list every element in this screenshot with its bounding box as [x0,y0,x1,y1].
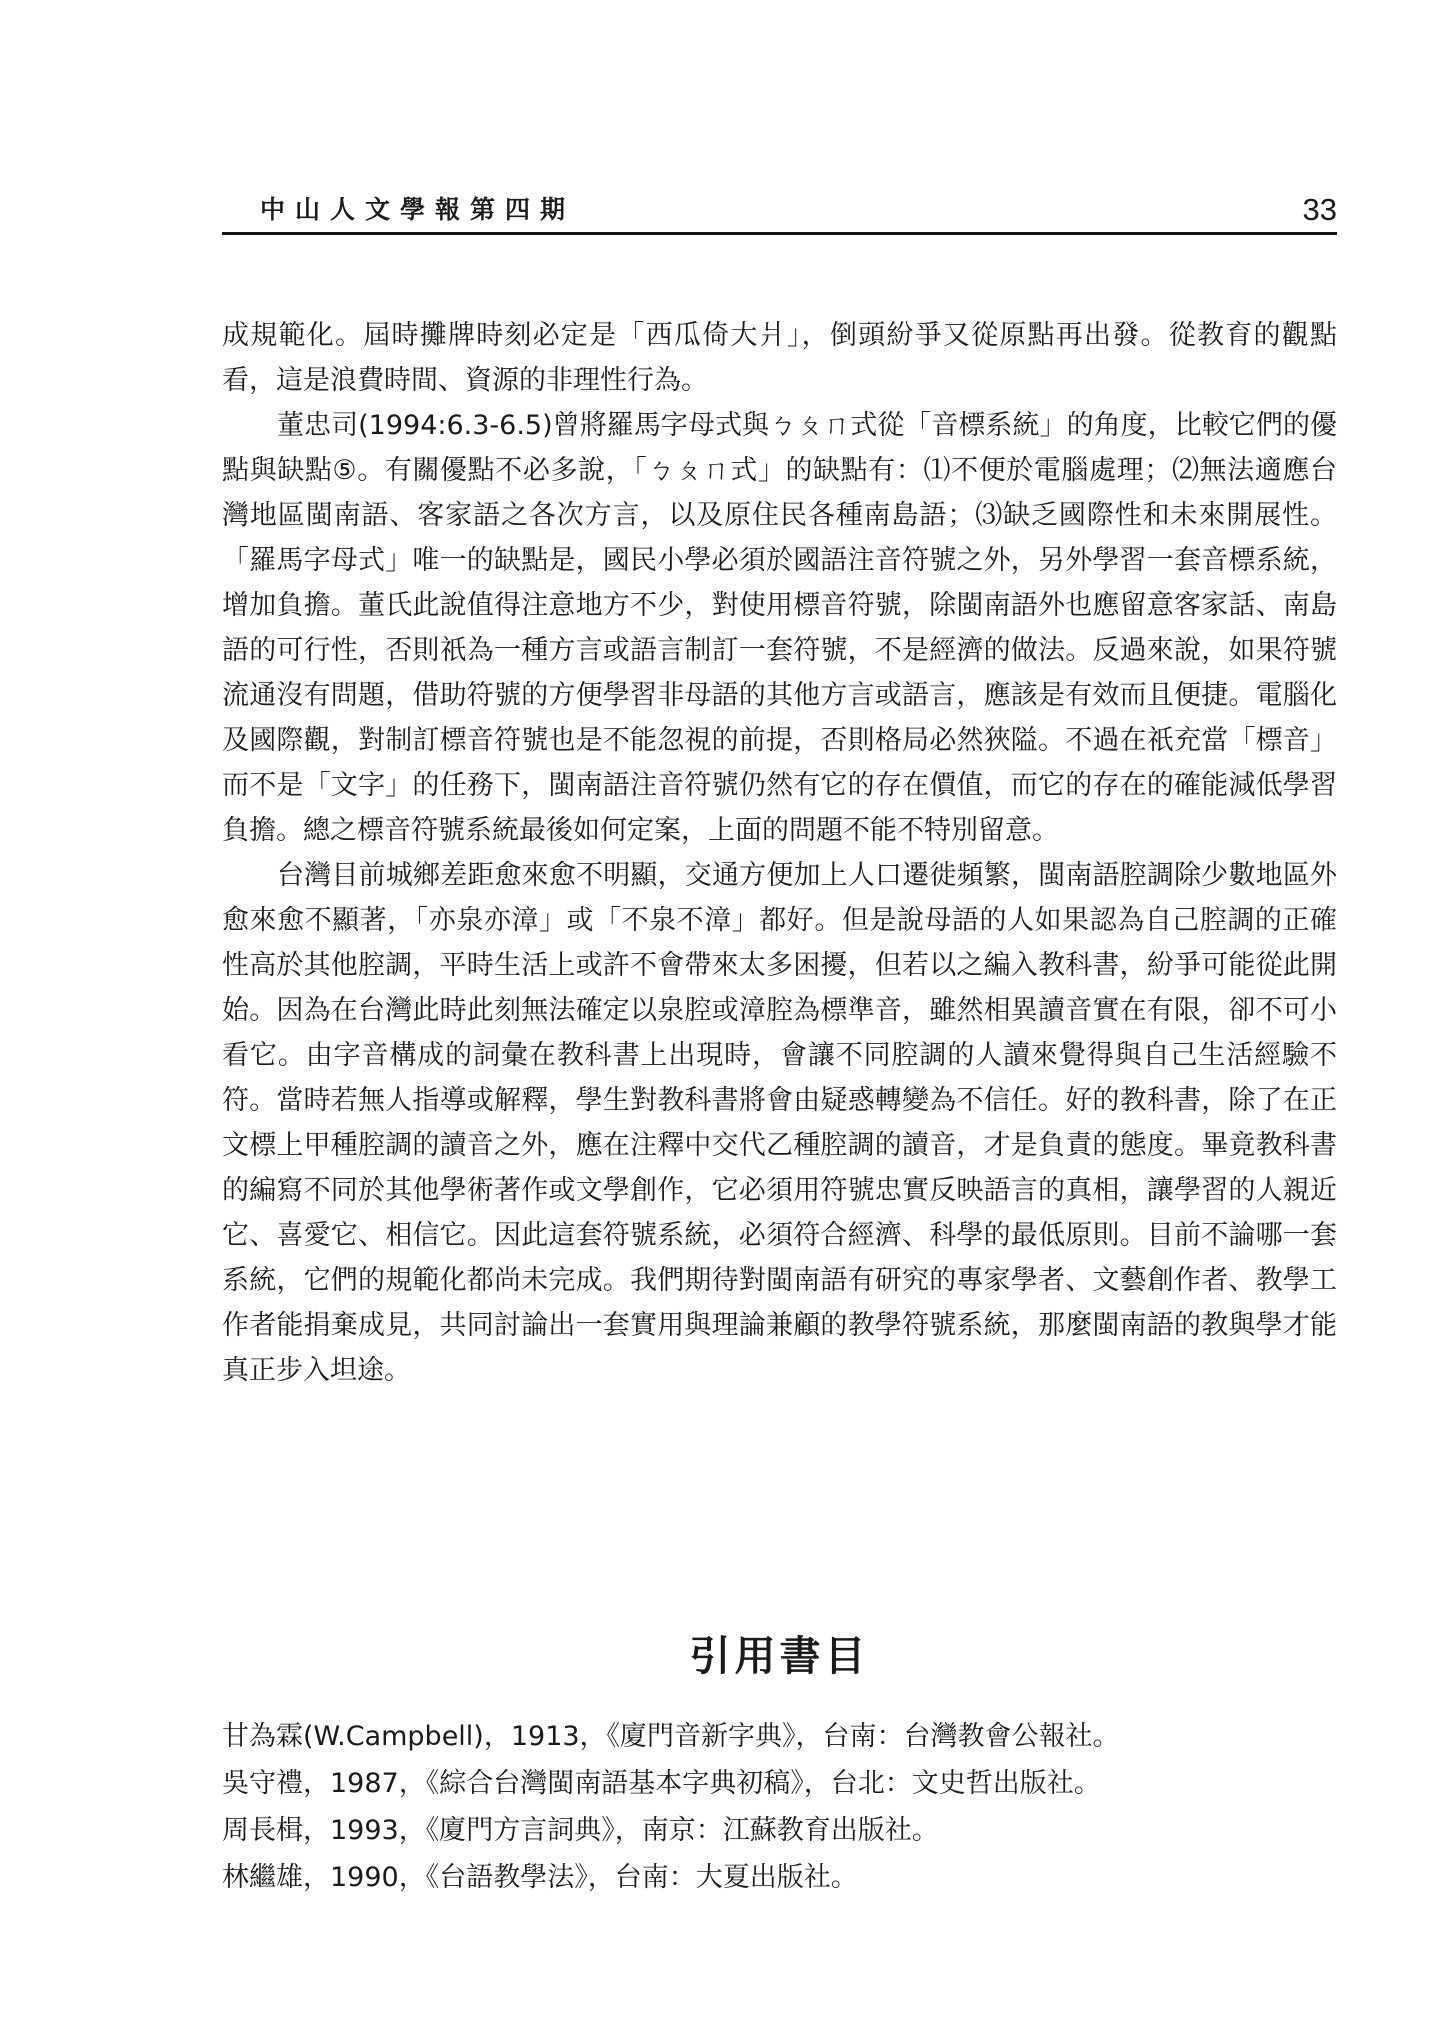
body-text [222,313,1337,1393]
reference-item: 林繼雄，1990，《台語教學法》，台南：大夏出版社。 [222,1862,858,1893]
journal-title: 中山人文學報第四期 [260,195,576,224]
header-rule [222,232,1337,235]
section-heading: 引用書目 [689,1632,870,1680]
page-header [222,190,1337,235]
page-number: 33 [1302,192,1337,227]
paragraph: 董忠司(1994:6.3-6.5)曾將羅馬字母式與ㄅㄆㄇ式從「音標系統」的角度，比較它們的優點與缺點⑤。有關優點不必多說，「ㄅㄆㄇ式」的缺點有：⑴不便於電腦處理；⑵無法適應台灣地區閩南語、客家語之各次方言，以及原住民各種南島語；⑶缺乏國際性和未來開展性。「羅馬字母式」唯一的缺點是，國民小學必須於國語注音符號之外，另外學習一套音標系統，增加負擔。董氏此說值得注意地方不少，對使用標音符號，除閩南語外也應留意客家話、南島語的可行性，否則祇為一種方言或語言制訂一套符號，不是經濟的做法。反過來說，如果符號流通沒有問題，借助符號的方便學習非母語的其他方言或語言，應該是有效而且便捷。電腦化及國際觀，對制訂標音符號也是不能忽視的前提，否則格局必然狹隘。不過在祇充當「標音」而不是「文字」的任務下，閩南語注音符號仍然有它的存在價值，而它的存在的確能減低學習負擔。總之標音符號系統最後如何定案，上面的問題不能不特別留意。 [222,410,1337,846]
reference-item: 吳守禮，1987，《綜合台灣閩南語基本字典初稿》，台北：文史哲出版社。 [222,1768,1101,1799]
paragraph: 成規範化。屆時攤牌時刻必定是「西瓜倚大爿」，倒頭紛爭又從原點再出發。從教育的觀點看，這是浪費時間、資源的非理性行為。 [222,320,1337,396]
reference-item: 甘為霖(W.Campbell)，1913，《廈門音新字典》，台南：台灣教會公報社。 [222,1721,1120,1752]
reference-item: 周長楫，1993，《廈門方言詞典》，南京：江蘇教育出版社。 [222,1815,939,1846]
reference-list [222,1713,1337,1901]
paragraph: 台灣目前城鄉差距愈來愈不明顯，交通方便加上人口遷徙頻繁，閩南語腔調除少數地區外愈來愈不顯著，「亦泉亦漳」或「不泉不漳」都好。但是說母語的人如果認為自己腔調的正確性高於其他腔調，平時生活上或許不會帶來太多困擾，但若以之編入教科書，紛爭可能從此開始。因為在台灣此時此刻無法確定以泉腔或漳腔為標準音，雖然相異讀音實在有限，卻不可小看它。由字音構成的詞彙在教科書上出現時，會讓不同腔調的人讀來覺得與自己生活經驗不符。當時若無人指導或解釋，學生對教科書將會由疑惑轉變為不信任。好的教科書，除了在正文標上甲種腔調的讀音之外，應在注釋中交代乙種腔調的讀音，才是負責的態度。畢竟教科書的編寫不同於其他學術著作或文學創作，它必須用符號忠實反映語言的真相，讓學習的人親近它、喜愛它、相信它。因此這套符號系統，必須符合經濟、科學的最低原則。目前不論哪一套系統，它們的規範化都尚未完成。我們期待對閩南語有研究的專家學者、文藝創作者、教學工作者能捐棄成見，共同討論出一套實用與理論兼顧的教學符號系統，那麼閩南語的教與學才能真正步入坦途。 [222,860,1337,1386]
